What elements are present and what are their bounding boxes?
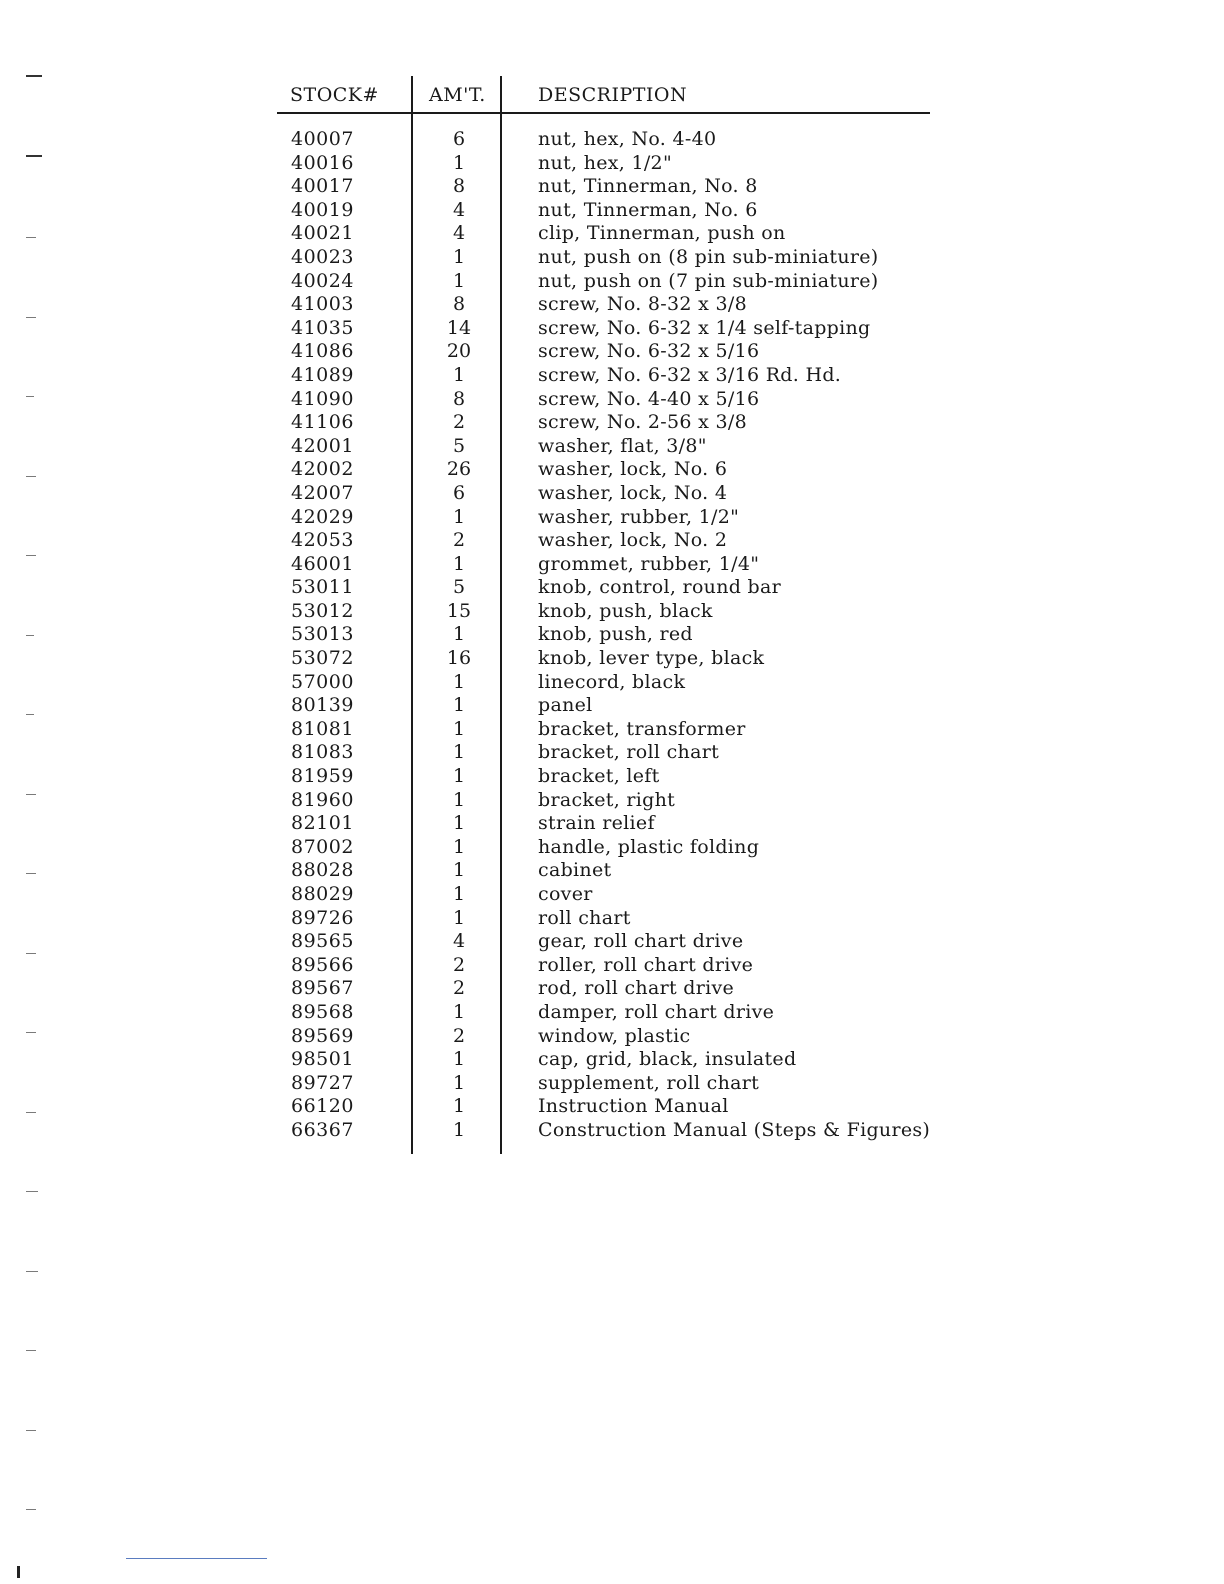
description-cell: washer, rubber, 1/2"	[538, 505, 740, 528]
table-row	[277, 553, 937, 577]
amount-cell: 1	[452, 151, 466, 174]
stock-cell: 42001	[291, 434, 354, 457]
amount-cell: 1	[452, 1071, 466, 1094]
amount-cell: 8	[452, 175, 466, 198]
description-cell: washer, flat, 3/8"	[538, 434, 707, 457]
description-cell: Construction Manual (Steps & Figures)	[538, 1118, 931, 1141]
amount-cell: 5	[452, 576, 466, 599]
amount-cell: 1	[452, 812, 466, 835]
table-row	[277, 907, 937, 931]
table-body	[277, 128, 937, 1143]
stock-cell: 40021	[291, 222, 354, 245]
description-cell: knob, push, black	[538, 599, 713, 622]
stock-cell: 89567	[291, 977, 354, 1000]
table-row	[277, 364, 937, 388]
stock-cell: 40024	[291, 269, 354, 292]
stock-cell: 89727	[291, 1071, 354, 1094]
description-cell: nut, hex, No. 4-40	[538, 128, 717, 150]
amount-cell: 26	[446, 458, 472, 481]
table-row	[277, 883, 937, 907]
table-row	[277, 600, 937, 624]
stock-cell: 41106	[291, 411, 354, 434]
amount-cell: 2	[452, 411, 466, 434]
amount-cell: 1	[452, 269, 466, 292]
table-row	[277, 671, 937, 695]
table-row	[277, 199, 937, 223]
amount-cell: 15	[446, 599, 472, 622]
amount-cell: 8	[452, 293, 466, 316]
stock-cell: 89726	[291, 906, 354, 929]
amount-cell: 14	[446, 316, 472, 339]
table-row	[277, 1025, 937, 1049]
table-header	[277, 76, 930, 114]
amount-cell: 1	[452, 859, 466, 882]
amount-cell: 1	[452, 906, 466, 929]
description-cell: screw, No. 6-32 x 1/4 self-tapping	[538, 316, 871, 339]
margin-mark	[26, 555, 36, 556]
description-cell: Instruction Manual	[538, 1095, 729, 1118]
table-row	[277, 836, 937, 860]
stock-cell: 41003	[291, 293, 354, 316]
stock-cell: 82101	[291, 812, 354, 835]
amount-cell: 16	[446, 647, 472, 670]
amount-cell: 1	[452, 788, 466, 811]
amount-cell: 2	[452, 1024, 466, 1047]
description-cell: bracket, roll chart	[538, 741, 720, 764]
table-row	[277, 458, 937, 482]
description-cell: knob, lever type, black	[538, 647, 765, 670]
stock-cell: 66367	[291, 1118, 354, 1141]
amount-cell: 20	[446, 340, 472, 363]
stock-cell: 89569	[291, 1024, 354, 1047]
amount-cell: 1	[452, 1095, 466, 1118]
description-cell: cover	[538, 883, 593, 905]
stock-cell: 81959	[291, 765, 354, 788]
table-row	[277, 694, 937, 718]
margin-mark	[26, 75, 42, 77]
stock-cell: 42053	[291, 529, 354, 552]
stock-cell: 41035	[291, 316, 354, 339]
margin-mark	[26, 1509, 36, 1510]
margin-mark	[26, 155, 42, 157]
stock-cell: 53012	[291, 599, 354, 622]
margin-mark	[26, 1271, 38, 1272]
margin-mark	[26, 953, 36, 954]
stock-cell: 57000	[291, 670, 354, 693]
table-row	[277, 1119, 937, 1143]
description-cell: cabinet	[538, 859, 612, 882]
amount-cell: 2	[452, 529, 466, 552]
stock-cell: 41089	[291, 363, 354, 386]
corner-mark	[17, 1566, 20, 1578]
margin-mark	[26, 317, 36, 318]
header-amount: AM'T.	[429, 84, 486, 106]
table-row	[277, 175, 937, 199]
table-row	[277, 741, 937, 765]
stock-cell: 53013	[291, 623, 354, 646]
amount-cell: 1	[452, 505, 466, 528]
stock-cell: 41086	[291, 340, 354, 363]
table-row	[277, 246, 937, 270]
margin-mark	[26, 1350, 36, 1351]
margin-mark	[26, 1112, 36, 1113]
stock-cell: 40017	[291, 175, 354, 198]
table-row	[277, 293, 937, 317]
table-row	[277, 765, 937, 789]
description-cell: handle, plastic folding	[538, 835, 760, 858]
margin-mark	[26, 1191, 38, 1192]
description-cell: nut, push on (7 pin sub-miniature)	[538, 269, 879, 292]
description-cell: screw, No. 8-32 x 3/8	[538, 293, 747, 316]
margin-mark	[26, 714, 34, 715]
margin-mark	[26, 873, 36, 874]
table-row	[277, 340, 937, 364]
amount-cell: 1	[452, 835, 466, 858]
description-cell: nut, Tinnerman, No. 8	[538, 175, 758, 198]
margin-mark	[26, 1430, 36, 1431]
description-cell: strain relief	[538, 812, 655, 835]
amount-cell: 2	[452, 953, 466, 976]
description-cell: screw, No. 6-32 x 5/16	[538, 340, 760, 363]
stock-cell: 88029	[291, 883, 354, 905]
header-stock: STOCK#	[290, 84, 379, 106]
amount-cell: 1	[452, 1118, 466, 1141]
table-row	[277, 435, 937, 459]
amount-cell: 4	[452, 930, 466, 953]
description-cell: window, plastic	[538, 1024, 691, 1047]
description-cell: panel	[538, 694, 593, 717]
amount-cell: 1	[452, 363, 466, 386]
table-row	[277, 388, 937, 412]
margin-mark	[26, 794, 36, 795]
table-row	[277, 977, 937, 1001]
description-cell: grommet, rubber, 1/4"	[538, 552, 760, 575]
stock-cell: 89565	[291, 930, 354, 953]
table-row	[277, 623, 937, 647]
description-cell: knob, push, red	[538, 623, 693, 646]
description-cell: washer, lock, No. 2	[538, 529, 728, 552]
description-cell: roller, roll chart drive	[538, 953, 754, 976]
description-cell: screw, No. 2-56 x 3/8	[538, 411, 747, 434]
table-row	[277, 859, 937, 883]
amount-cell: 1	[452, 245, 466, 268]
stock-cell: 88028	[291, 859, 354, 882]
amount-cell: 2	[452, 977, 466, 1000]
amount-cell: 4	[452, 222, 466, 245]
table-row	[277, 1001, 937, 1025]
stock-cell: 81960	[291, 788, 354, 811]
table-row	[277, 317, 937, 341]
binder-margin-marks	[26, 0, 46, 1584]
header-description: DESCRIPTION	[538, 84, 688, 106]
description-cell: supplement, roll chart	[538, 1071, 760, 1094]
table-row	[277, 789, 937, 813]
parts-list-table	[277, 76, 937, 1156]
table-row	[277, 812, 937, 836]
table-row	[277, 1072, 937, 1096]
amount-cell: 1	[452, 552, 466, 575]
description-cell: washer, lock, No. 6	[538, 458, 728, 481]
stock-cell: 98501	[291, 1048, 354, 1071]
stock-cell: 41090	[291, 387, 354, 410]
table-row	[277, 954, 937, 978]
amount-cell: 5	[452, 434, 466, 457]
table-row	[277, 647, 937, 671]
stock-cell: 42002	[291, 458, 354, 481]
description-cell: cap, grid, black, insulated	[538, 1048, 797, 1071]
stock-cell: 89566	[291, 953, 354, 976]
stock-cell: 66120	[291, 1095, 354, 1118]
table-row	[277, 506, 937, 530]
amount-cell: 1	[452, 1000, 466, 1023]
amount-cell: 1	[452, 694, 466, 717]
description-cell: bracket, transformer	[538, 717, 746, 740]
description-cell: gear, roll chart drive	[538, 930, 744, 953]
description-cell: bracket, right	[538, 788, 676, 811]
margin-mark	[26, 396, 34, 397]
margin-mark	[26, 1032, 36, 1033]
stock-cell: 81083	[291, 741, 354, 764]
table-row	[277, 128, 937, 152]
description-cell: roll chart	[538, 906, 631, 929]
description-cell: rod, roll chart drive	[538, 977, 735, 1000]
margin-mark	[26, 237, 36, 238]
description-cell: knob, control, round bar	[538, 576, 782, 599]
description-cell: damper, roll chart drive	[538, 1000, 775, 1023]
description-cell: nut, push on (8 pin sub-miniature)	[538, 245, 879, 268]
description-cell: clip, Tinnerman, push on	[538, 222, 786, 245]
stock-cell: 40023	[291, 245, 354, 268]
amount-cell: 1	[452, 670, 466, 693]
stock-cell: 40007	[291, 128, 354, 150]
table-row	[277, 270, 937, 294]
amount-cell: 4	[452, 198, 466, 221]
description-cell: nut, hex, 1/2"	[538, 151, 672, 174]
stock-cell: 81081	[291, 717, 354, 740]
table-row	[277, 482, 937, 506]
amount-cell: 1	[452, 1048, 466, 1071]
stock-cell: 89568	[291, 1000, 354, 1023]
stock-cell: 40016	[291, 151, 354, 174]
description-cell: bracket, left	[538, 765, 660, 788]
description-cell: linecord, black	[538, 670, 686, 693]
margin-mark	[26, 476, 36, 477]
description-cell: screw, No. 6-32 x 3/16 Rd. Hd.	[538, 363, 842, 386]
description-cell: nut, Tinnerman, No. 6	[538, 198, 758, 221]
stock-cell: 40019	[291, 198, 354, 221]
stock-cell: 80139	[291, 694, 354, 717]
margin-mark	[26, 635, 34, 636]
amount-cell: 1	[452, 741, 466, 764]
table-row	[277, 1048, 937, 1072]
stock-cell: 46001	[291, 552, 354, 575]
table-row	[277, 576, 937, 600]
table-row	[277, 152, 937, 176]
description-cell: washer, lock, No. 4	[538, 481, 728, 504]
stock-cell: 42007	[291, 481, 354, 504]
amount-cell: 1	[452, 765, 466, 788]
stock-cell: 42029	[291, 505, 354, 528]
amount-cell: 8	[452, 387, 466, 410]
amount-cell: 6	[452, 481, 466, 504]
table-row	[277, 1095, 937, 1119]
bottom-scan-line	[126, 1558, 267, 1559]
stock-cell: 87002	[291, 835, 354, 858]
table-row	[277, 222, 937, 246]
table-row	[277, 718, 937, 742]
amount-cell: 1	[452, 623, 466, 646]
description-cell: screw, No. 4-40 x 5/16	[538, 387, 760, 410]
table-row	[277, 529, 937, 553]
stock-cell: 53011	[291, 576, 354, 599]
amount-cell: 6	[452, 128, 466, 150]
amount-cell: 1	[452, 883, 466, 905]
table-row	[277, 411, 937, 435]
table-row	[277, 930, 937, 954]
amount-cell: 1	[452, 717, 466, 740]
stock-cell: 53072	[291, 647, 354, 670]
